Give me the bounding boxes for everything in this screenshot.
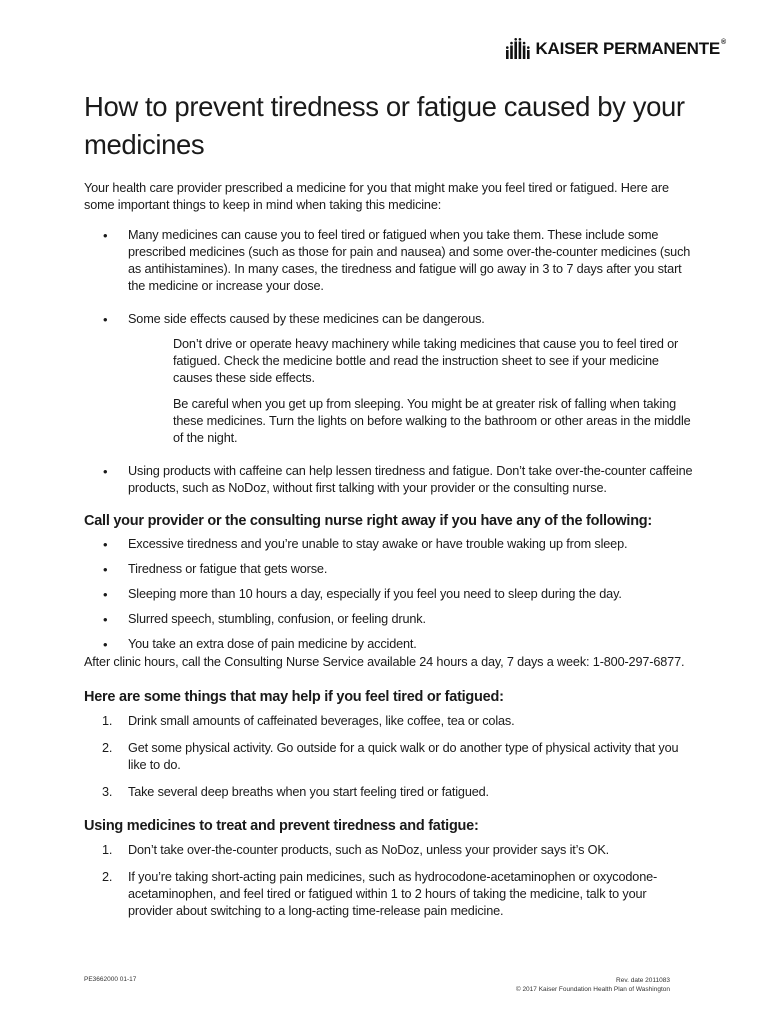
list-item: • Slurred speech, stumbling, confusion, or feeling drunk.: [84, 611, 694, 628]
numbered-item: [84, 713, 694, 730]
footer-info: [516, 976, 670, 994]
warning-signs-list: [84, 536, 694, 653]
list-item: • Excessive tiredness and you’re unable to stay awake or have trouble waking up from sleep.: [84, 536, 694, 553]
bullet-item: • Using products with caffeine can help lessen tiredness and fatigue. Don’t take over-the-counter caffeine products, such as NoDoz, without first talking with your provider or the consulting nurse.: [84, 463, 694, 497]
item-text: If you’re taking short-acting pain medicines, such as hydrocodone-acetaminophen or oxycodone-acetaminophen, and feel tired or fatigued within 1 to 2 hours of taking the medicine, talk to your provider about switching to a long-acting time-release pain medicine.: [128, 870, 658, 918]
kp-logo-icon: [506, 38, 530, 60]
help-tips-list: [84, 713, 694, 801]
numbered-item: [84, 740, 694, 774]
numbered-item: [84, 784, 694, 801]
treat-section-heading: Using medicines to treat and prevent tiredness and fatigue:: [84, 818, 479, 834]
item-text: Don’t take over-the-counter products, such as NoDoz, unless your provider says it’s OK.: [128, 843, 610, 857]
help-section-heading: Here are some things that may help if you feel tired or fatigued:: [84, 689, 504, 705]
item-text: Drink small amounts of caffeinated beverages, like coffee, tea or colas.: [128, 714, 515, 728]
key-points-list: [84, 227, 694, 497]
list-item: • Sleeping more than 10 hours a day, especially if you feel you need to sleep during the day.: [84, 586, 694, 603]
bullet-item: • Many medicines can cause you to feel tired or fatigued when you take them. These include some prescribed medicines (such as those for pain and nausea) and some over-the-counter medicines (such as antihistamines). In many cases, the tiredness and fatigue will go away in 3 to 7 days after you start the medicine or increase your dose.: [84, 227, 694, 295]
item-text: Get some physical activity. Go outside for a quick walk or do another type of physical activity that you like to do.: [128, 741, 679, 772]
medicine-tips-list: [84, 842, 694, 920]
revision-date: Rev. date 2011083: [616, 977, 670, 984]
item-number: 2.: [102, 870, 113, 884]
list-item: • You take an extra dose of pain medicine by accident.: [84, 636, 694, 653]
item-number: 2.: [102, 741, 113, 755]
intro-paragraph: Your health care provider prescribed a medicine for you that might make you feel tired or fatigued. Here are some important things to keep in mind when taking this medicine:: [84, 181, 669, 212]
logo-text: KAISER PERMANENTE®: [535, 39, 726, 58]
bullet-text: Some side effects caused by these medicines can be dangerous.: [128, 312, 485, 326]
item-number: 3.: [102, 785, 113, 799]
numbered-item: [84, 842, 694, 859]
bullet-item: [84, 311, 694, 447]
kaiser-permanente-logo: [506, 38, 726, 60]
call-section-heading: Call your provider or the consulting nurse right away if you have any of the following:: [84, 513, 652, 529]
list-item: • Tiredness or fatigue that gets worse.: [84, 561, 694, 578]
item-number: 1.: [102, 843, 113, 857]
document-body: [84, 180, 694, 920]
item-text: Take several deep breaths when you start feeling tired or fatigued.: [128, 785, 489, 799]
copyright-notice: © 2017 Kaiser Foundation Health Plan of Washington: [515, 986, 670, 993]
document-code: PE3662000 01-17: [84, 976, 137, 983]
side-effect-note: Be careful when you get up from sleeping. You might be at greater risk of falling when taking these medicines. Turn the lights on before walking to the bathroom or other areas in the middle of the night.: [173, 397, 691, 445]
registered-mark: ®: [721, 39, 726, 46]
side-effect-notes: [128, 336, 694, 447]
side-effect-note: Don’t drive or operate heavy machinery while taking medicines that cause you to feel tired or fatigued. Check the medicine bottle and read the instruction sheet to see if your medicine causes these side effects.: [173, 337, 679, 385]
item-number: 1.: [102, 714, 113, 728]
page-title: How to prevent tiredness or fatigue caused by your medicines: [84, 91, 685, 160]
after-hours-info: After clinic hours, call the Consulting Nurse Service available 24 hours a day, 7 days a week: 1-800-297-6877.: [84, 655, 685, 669]
numbered-item: [84, 869, 694, 920]
